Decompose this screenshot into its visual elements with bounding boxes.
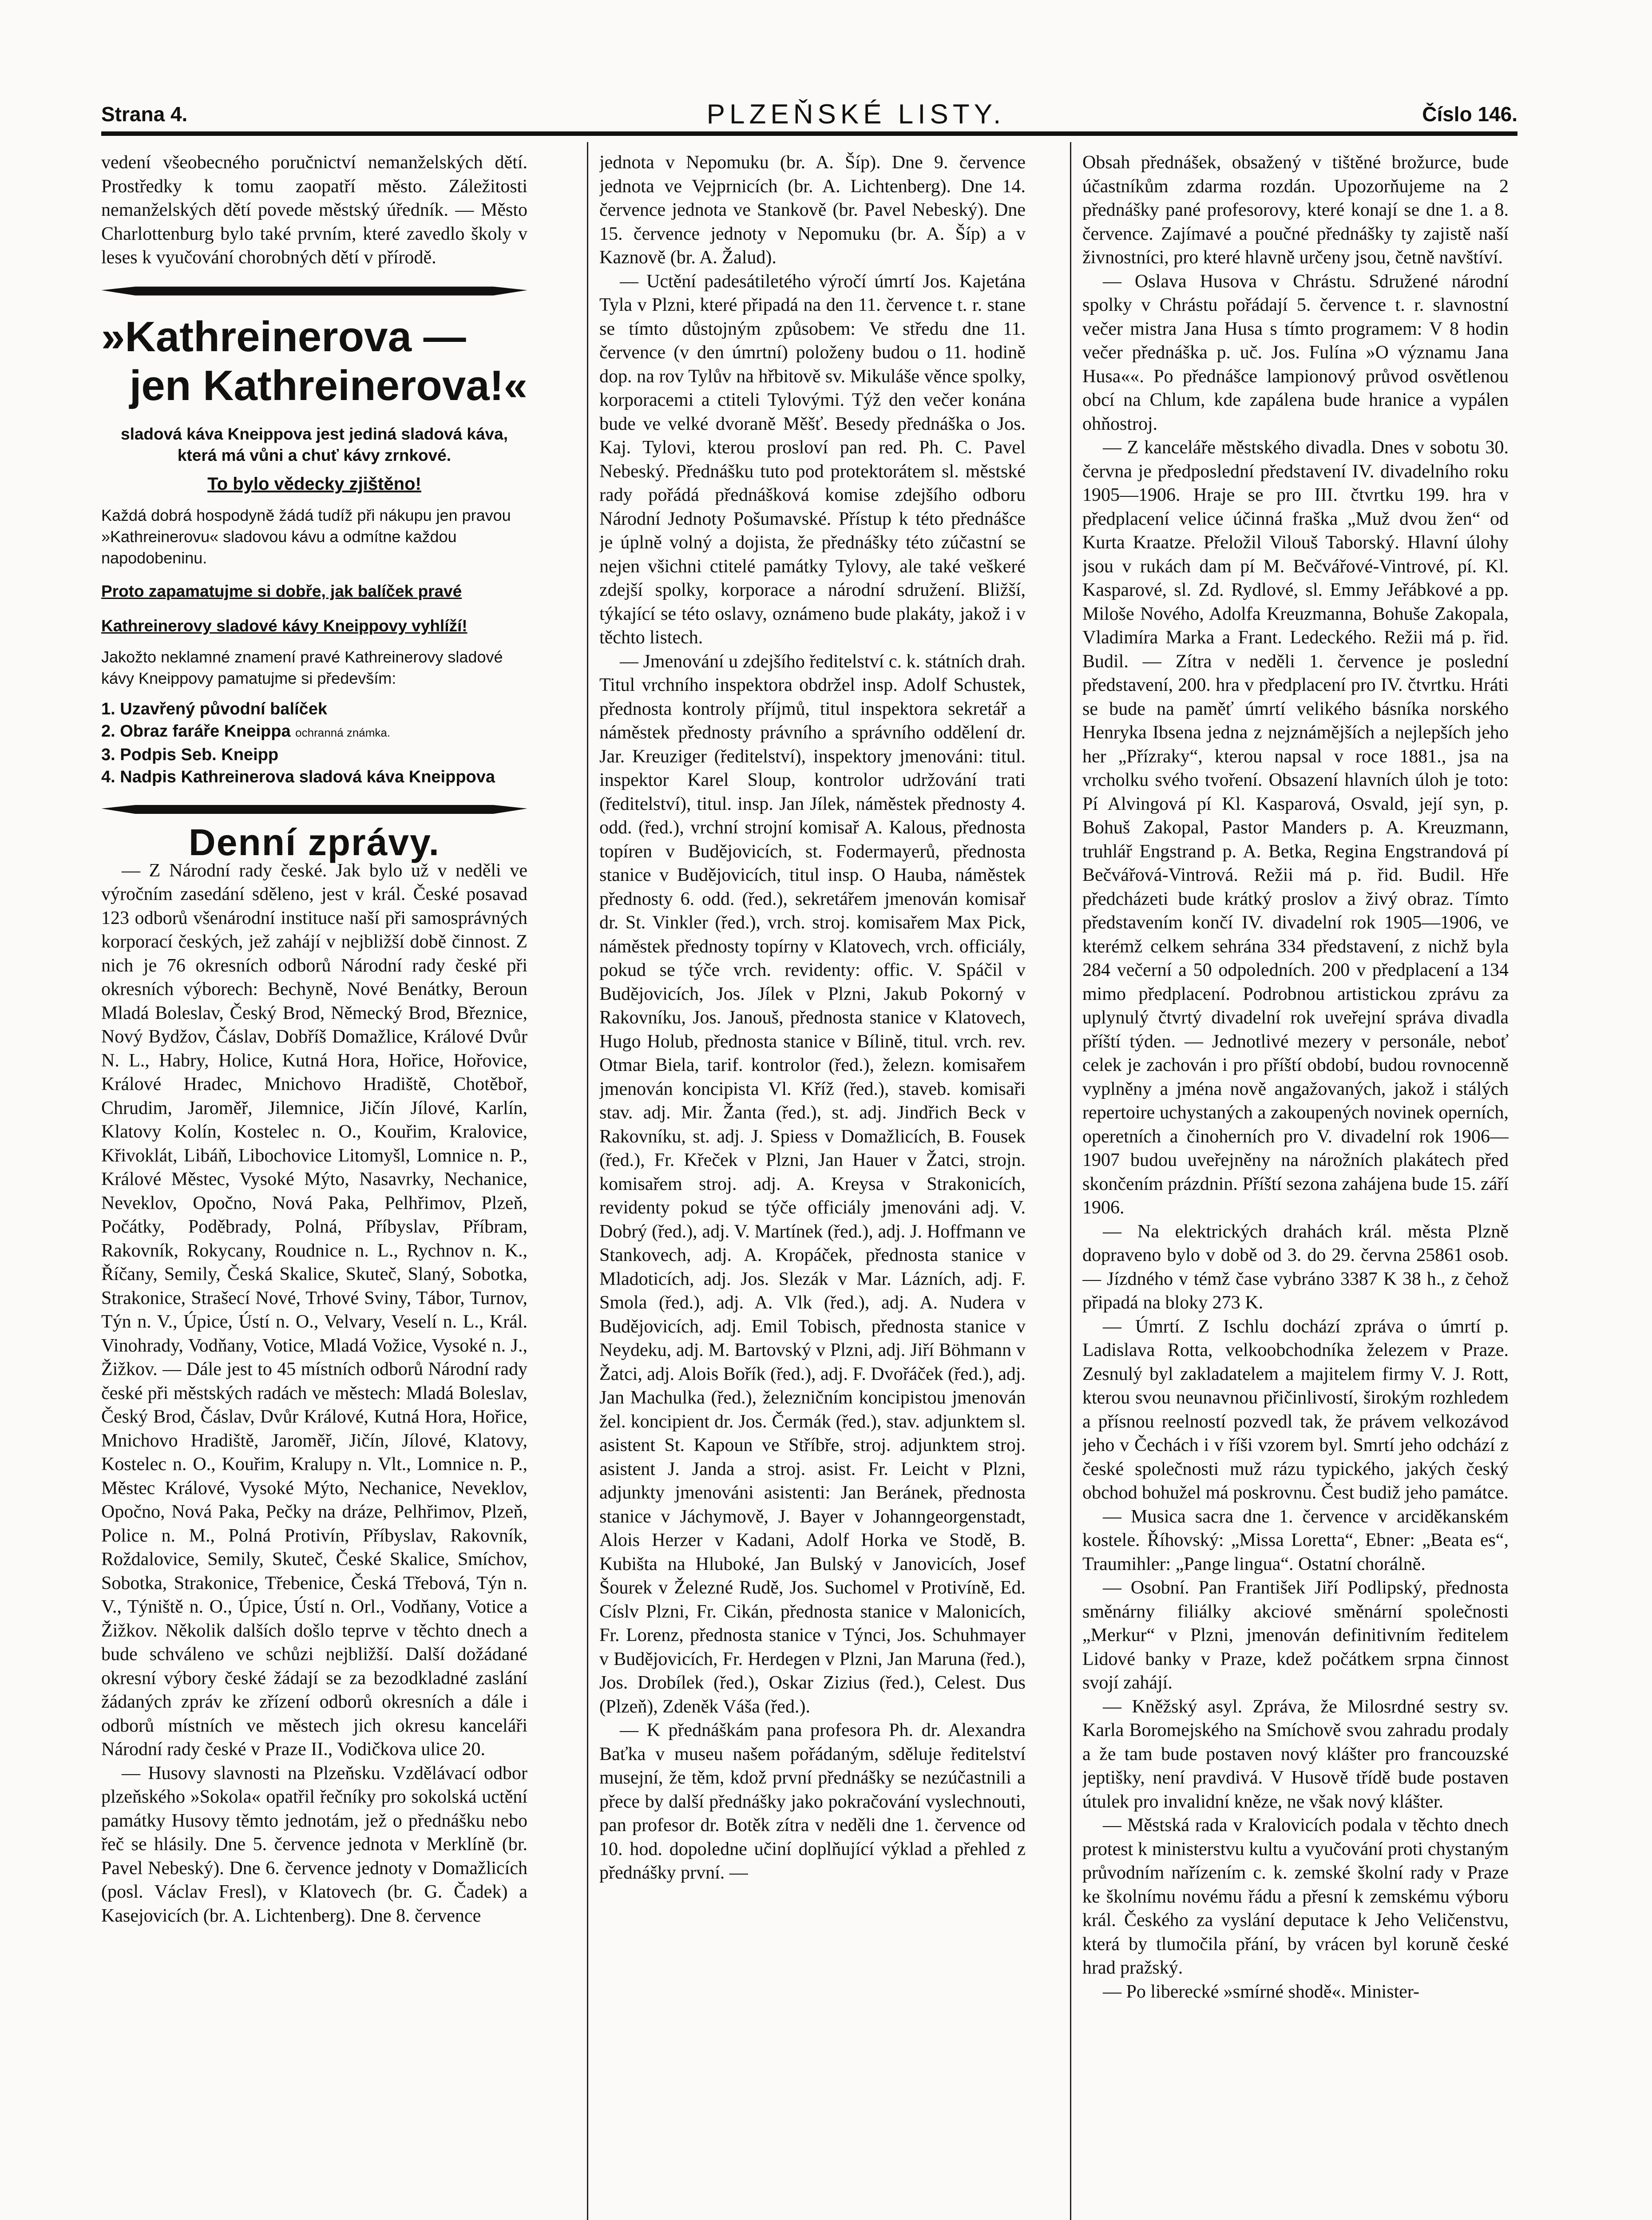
article-divadlo: — Z kanceláře městského divadla. Dnes v sobotu 30. června je předposlední představení IV. divadelního roku 1905—1906. Hraje se pro III. čtvrtku 199. hra v předplacení velice účinná fraška „Muž dvou žen“ od Kurta Kraatze. Přeložil Vilouš Taborský. Hlavní úlohy jsou v rukách dam pí M. Bečvářové-Vintrové, pí. Kl. Kasparové, sl. Zd. Rydlové, sl. Emmy Jeřábkové a pp. Miloše Nového, Adolfa Kreuzmanna, Bohuše Zakopala, Vladimíra Marka a Frant. Ledeckého. Režii má p. řid. Budil. — Zítra v neděli 1. července je poslední představení, 200. hra v předplacení pro IV. čtvrtku. Hráti se bude na paměť úmrtí velikého básníka norského Henryka Ibsena jedna z nejznámějších a nejlepších jeho her „Přízraky“, kterou napsal v roce 1881., jsa na vrcholku svého tvoření. Obsazení hlavních úloh je toto: Pí Alvingová pí Kl. Kasparová, Osvald, její syn, p. Bohuš Zakopal, Pastor Manders p. A. Kreuzmann, truhlář Engstrand p. A. Betka, Regina Engstrandová pí Bečvářová-Vintrová. Režii má p. řid. Budil. Hře předcházeti bude krátký proslov a živý obraz. Tímto představením končí IV. divadelní rok 1905—1906, ve kterémž celkem sehrána 334 představení, z nichž byla 284 večerní a 50 odpoledních. 200 v předplacení a 134 mimo předplacení. Podrobnou artistickou zprávu za uplynulý čtvrtý divadelní rok uveřejní správa divadla příští týden. — Jednotlivé mezery v personále, neboť celek je zachován i pro příští období, budou rovnocenně vyplněny a jména nově angažovaných, jakož i stálých repertoire uchystaných a zakoupených novinek operních, operetních a činoherních pro V. divadelní rok 1906—1907 budou uveřejněny na nárožních plakátech před skončením prázdnin. Příští sezona zahájena bude 15. září 1906. <box>1082 437 1509 1218</box>
article-continuation: jednota v Nepomuku (br. A. Šíp). Dne 9. července jednota ve Vejprnicích (br. A. Lichtenberg). Dne 14. července jednota ve Stankově (br. Pavel Nebeský). Dne 15. července jednoty v Nepomuku (br. A. Šíp) a v Kaznově (br. A. Žalud). <box>599 152 1026 268</box>
ad-trademark-note: ochranná známka. <box>295 726 391 739</box>
ad-verified: To bylo vědecky zjištěno! <box>207 474 421 494</box>
ad-mark-item: 1. Uzavřený původní balíček <box>101 700 327 718</box>
column-divider <box>587 142 588 2220</box>
article-oslava-husova: — Oslava Husova v Chrástu. Sdružené národní spolky v Chrástu pořádají 5. července t. r. slavnostní večer mistra Jana Husa s tímto programem: V 8 hodin večer přednáška p. uč. Jos. Fulína »O významu Jana Husa««. Po přednášce lampionový průvod osvětlenou obcí na Chlum, kde zapálena bude hranice a vypálen ohňostroj. <box>1082 271 1509 434</box>
ad-mark-item: 2. Obraz faráře Kneippa ochranná známka. <box>101 722 391 741</box>
article-knezsky-asyl: — Kněžský asyl. Zpráva, že Milosrdné sestry sv. Karla Boromejského na Smíchově svou zahradu prodaly a že tam bude postaven nový klášter pro francouzské jeptišky, není pravdivá. V Husově třídě bude postaven útulek pro invalidní kněze, ne však nový klášter. <box>1082 1696 1509 1812</box>
article-umrti: — Úmrtí. Z Ischlu dochází zpráva o úmrtí p. Ladislava Rotta, velkoobchodníka železem v Praze. Zesnulý byl zakladatelem a majitelem firmy V. J. Rott, kterou svou neunavnou přičinlivostí, širokým rozhledem a přísnou reelností pozvedl tak, že právem velkozávod jeho v Čechách i v říši vzorem byl. Smrtí jeho odchází z české společnosti muž rázu typického, jakých český obchod bohužel má poskrovnu. Čest budiž jeho památce. <box>1082 1316 1509 1503</box>
article-continuation: vedení všeobecného poručnictví nemanželských dětí. Prostředky k tomu zaopatří město. Záležitosti nemanželských dětí povede městský úředník. — Město Charlottenburg bylo také prvním, které zavedlo školy v leses k vyučování chorobných dětí v přírodě. <box>101 152 527 268</box>
article-prednasky: — K přednáškám pana profesora Ph. dr. Alexandra Baťka v museu našem pořádaným, sděluje ředitelství musejní, že těm, kdož první přednášky se nezúčastnili a přece by další přednášky jako pokračování vyslechnouti, pan profesor dr. Botěk zítra v neděli dne 1. července od 10. hod. dopoledne učiní doplňující výklad a přehled z přednášky první. — <box>599 1720 1026 1883</box>
article-continuation: Obsah přednášek, obsažený v tištěné brožurce, bude účastníkům zdarma rozdán. Upozorňujeme na 2 přednášky pané profesorovy, které konají se dne 1. a 8. července. Zajímavé a poučné přednášky ty zajistě naší živnostníci, pro které hlavně určeny jsou, četně navštíví. <box>1082 152 1509 268</box>
issue-number: Číslo 146. <box>1422 103 1517 126</box>
ad-separator <box>101 282 527 300</box>
ad-separator <box>101 801 527 818</box>
column-divider <box>1070 142 1071 2220</box>
column-3 <box>1082 151 1509 2220</box>
page-number: Strana 4. <box>101 103 188 126</box>
masthead <box>101 99 1517 130</box>
article-tyl: — Uctění padesátiletého výročí úmrtí Jos. Kajetána Tyla v Plzni, které připadá na den 11. července t. r. stane se tímto důstojným způsobem: Ve středu dne 11. července (v den úmrtní) položeny budou o 11. hodině dop. na rov Tylův na hřbitově sv. Mikuláše věnce spolky, korporacemi a ctiteli Tylovými. Týž den večer konána bude ve velké dvoraně Měšť. Besedy přednáška o Jos. Kaj. Tylovi, kterou prosloví pan red. Ph. C. Pavel Nebeský. Přednášku tuto pod protektorátem sl. městské rady pořádá přednášková komise zdejšího odboru Národní Jednoty Pošumavské. Přístup k této přednášce je úplně volný a dojista, že přednášky této zúčastní se nejen všichni ctitelé památky Tylovy, ale také veškeré zdejší spolky, korporace a národní sdružení. Bližší, týkající se této oslavy, oznámeno bude plakáty, jakož i v těchto listech. <box>599 271 1026 648</box>
ad-mark-item: 4. Nadpis Kathreinerova sladová káva Kneippova <box>101 768 495 786</box>
article-jmenovani: — Jmenování u zdejšího ředitelství c. k. státních drah. Titul vrchního inspektora obdržel insp. Adolf Schustek, přednosta kontroly příjmů, titul inspektora sekretář a náměstek přednosty právního a správního oddělení dr. Jar. Kreuziger (ředitelství), inspektory jmenováni: titul. inspektor Karel Sloup, kontrolor udržování trati (ředitelství), titul. insp. Jan Jílek, náměstek přednosty 4. odd. (řed.), vrchní strojní komisař A. Kalous, přednosta topíren v Budějovicích, st. Fodermayerů, přednosta stanice v Budějovicích, titul insp. O Hauba, náměstek přednosty 6. odd. (řed.), sekretářem jmenován komisař dr. St. Vinkler (řed.), vrch. stroj. komisařem Max Pick, náměstek přednosty topírny v Klatovech, vrch. officiály, pokud se týče vrch. revidenty: offic. V. Spáčil v Budějovicích, Jos. Jílek v Plzni, Jakub Pokorný v Rakovníku, Jos. Janouš, přednosta stanice v Klatovech, Hugo Holub, přednosta stanice v Bílině, titul. vrch. rev. Otmar Biela, tarif. kontrolor (řed.), železn. komisařem jmenován koncipista Vl. Kříž (řed.), staveb. komisaři stav. adj. Mir. Žanta (řed.), st. adj. Jindřich Beck v Rakovníku, st. adj. J. Spiess v Domažlicích, B. Fousek (řed.), Fr. Křeček v Plzni, Jan Hauer v Žatci, strojn. komisařem stroj. adj. A. Kreysa v Strakonicích, revidenty pokud se týče officiály jmenováni adj. V. Dobrý (řed.), adj. V. Martínek (řed.), adj. J. Hoffmann ve Stankovech, adj. A. Kropáček, přednosta stanice v Mladoticích, adj. Jos. Slezák v Mar. Lázních, adj. F. Smola (řed.), adj. A. Vlk (řed.), adj. A. Nudera v Budějovicích, adj. Emil Tobisch, přednosta stanice v Neydeku, adj. M. Bartovský v Plzni, adj. Jiří Böhmann v Žatci, adj. Alois Bořík (řed.), adj. F. Dvořáček (řed.), adj. Jan Machulka (řed.), železničním koncipistou jmenován žel. koncipient dr. Jos. Čermák (řed.), stav. adjunktem sl. asistent St. Kapoun ve Stříbře, stroj. adjunktem stroj. asistent J. Janda a stroj. asist. Fr. Leicht v Plzni, adjunkty jmenováni asistenti: Jan Beránek, přednosta stanice v Jáchymově, J. Bayer v Johanngeorgenstadt, Alois Herzer v Kadani, Adolf Horka ve Stodě, B. Kubišta na Hluboké, Jan Bulský v Janovicích, Josef Šourek v Železné Rudě, Jos. Suchomel v Protivíně, Ed. Císlv Plzni, Fr. Cikán, přednosta stanice v Malonicích, Fr. Lorenz, přednosta stanice v Týnci, Jos. Schuhmayer v Budějovicích, Fr. Herdegen v Plzni, Jan Maruna (řed.), Jos. Drobílek (řed.), Oskar Zizius (řed.), Celest. Dus (Plzeň), Zdeněk Váša (řed.). <box>599 651 1026 1717</box>
ad-mark-item: 3. Podpis Seb. Kneipp <box>101 745 279 764</box>
kathreiner-advertisement <box>101 313 527 789</box>
article-narodni-rada: — Z Národní rady české. Jak bylo už v neděli ve výročním zasedání sděleno, jest v král. České posavad 123 odborů všenárodní instituce naší při samosprávných korporací českých, jež zahájí v nejbližší době činnost. Z nich je 76 okresních odborů Národní rady české při okresních výborech: Bechyně, Nové Benátky, Beroun Mladá Boleslav, Český Brod, Německý Brod, Březnice, Nový Bydžov, Čáslav, Dobříš Domažlice, Králové Dvůr N. L., Habry, Holice, Kutná Hora, Hořice, Hořovice, Králové Hradec, Mnichovo Hradiště, Chotěboř, Chrudim, Jaroměř, Jilemnice, Jičín Jílové, Karlín, Klatovy Kolín, Kostelec n. O., Kouřim, Kralovice, Křivoklát, Libáň, Libochovice Litomyšl, Lomnice n. P., Králové Městec, Vysoké Mýto, Nasavrky, Nechanice, Neveklov, Opočno, Nová Paka, Pelhřimov, Plzeň, Počátky, Poděbrady, Polná, Příbyslav, Příbram, Rakovník, Rokycany, Roudnice n. L., Rychnov n. K., Říčany, Semily, Česká Skalice, Skuteč, Slaný, Sobotka, Strakonice, Strašecí Nové, Trhové Sviny, Tábor, Turnov, Týn n. V., Úpice, Ústí n. O., Velvary, Veselí n. L., Král. Vinohrady, Vodňany, Votice, Mladá Vožice, Vysoké n. J., Žižkov. — Dále jest to 45 místních odborů Národní rady české při městských radách ve městech: Mladá Boleslav, Český Brod, Čáslav, Dvůr Králové, Kutná Hora, Hořice, Mnichovo Hradiště, Jaroměř, Jičín, Jílové, Klatovy, Kostelec n. O., Kouřim, Kralupy n. Vlt., Lomnice n. P., Městec Králové, Vysoké Mýto, Nechanice, Neveklov, Opočno, Nová Paka, Pečky na dráze, Pelhřimov, Plzeň, Police n. M., Polná Protivín, Příbyslav, Rakovník, Roždalovice, Semily, Skuteč, České Skalice, Smíchov, Sobotka, Strakonice, Třebenice, Česká Třebová, Týn n. V., Týniště n. O., Úpice, Ústí n. Orl., Vodňany, Votice a Žižkov. Několik dalších došlo teprve v těchto dnech a bude schváleno ve schůzi nejbližší. Další dožádané okresní výbory české žádají se za bezodkladné zaslání žádaných zpráv ke zřízení odborů okresních a dále i odborů místních ve městech jich okresu kanceláři Národní rady české v Praze II., Vodičkova ulice 20. <box>101 860 527 1760</box>
ad-headline-2: jen Kathreinerova!« <box>129 361 527 409</box>
ad-marks-intro: Jakožto neklamné znamení pravé Kathreinerovy sladové kávy Kneippovy pamatujme si především: <box>101 648 503 687</box>
section-title: Denní zprávy. <box>189 821 440 863</box>
ad-marks-list <box>101 698 527 788</box>
article-osobni: — Osobní. Pan František Jiří Podlipský, přednosta směnárny filiálky akciové směnární společnosti „Merkur“ v Plzni, jmenován definitivním ředitelem Lidové banky v Praze, kdež počátkem srpna činnost svojí zahájí. <box>1082 1578 1509 1693</box>
ad-tagline: sladová káva Kneippova jest jediná sladová káva, která má vůni a chuť kávy zrnkové. <box>121 424 508 464</box>
column-1 <box>101 151 527 2220</box>
ad-body: Každá dobrá hospodyně žádá tudíž při nákupu jen pravou »Kathreinerovu« sladovou kávu a odmítne každou napodobeninu. <box>101 506 511 567</box>
ad-slogan-1: Proto zapamatujme si dobře, jak balíček pravé <box>101 582 462 600</box>
article-mestska-rada: — Městská rada v Kralovicích podala v těchto dnech protest k ministerstvu kultu a vyučování proti chystaným průvodním nařízením c. k. zemské školní rady v Praze ke školnímu novému řádu a přesní k zemskému výboru král. Českého za vyslání deputace k Jeho Veličenstvu, která by tlumočila přání, by vrácen byl koruně české hrad pražský. <box>1082 1815 1509 1978</box>
ad-headline-1: »Kathreinerova — <box>101 313 466 361</box>
newspaper-title: PLZEŇSKÉ LISTY. <box>706 99 1006 130</box>
ad-slogan-2: Kathreinerovy sladové kávy Kneippovy vyhlíží! <box>101 616 467 635</box>
article-musica-sacra: — Musica sacra dne 1. července v arciděkanském kostele. Říhovský: „Missa Loretta“, Ebner: „Beata es“, Traumihler: „Pange lingua“. Ostatní chorálně. <box>1082 1506 1509 1574</box>
article-husovy-slavnosti: — Husovy slavnosti na Plzeňsku. Vzdělávací odbor plzeňského »Sokola« opatřil řečníky pro sokolská uctění památky Husovy těmto jednotám, jež o přednášku nebo řeč se hlásily. Dne 5. července jednota v Merklíně (br. Pavel Nebeský). Dne 6. července jednoty v Domažlicích (posl. Václav Fresl), v Klatovech (br. G. Čadek) a Kasejovicích (br. A. Lichtenberg). Dne 8. července <box>101 1763 527 1926</box>
article-elektricke-drahy: — Na elektrických drahách král. města Plzně dopraveno bylo v době od 3. do 29. června 25861 osob. — Jízdného v témž čase vybráno 3387 K 38 h., z čehož připadá na bloky 273 K. <box>1082 1221 1509 1313</box>
masthead-rule <box>101 131 1517 136</box>
article-liberecka-shoda: — Po liberecké »smírné shodě«. Minister- <box>1103 1981 1420 2002</box>
column-2 <box>599 151 1026 2220</box>
